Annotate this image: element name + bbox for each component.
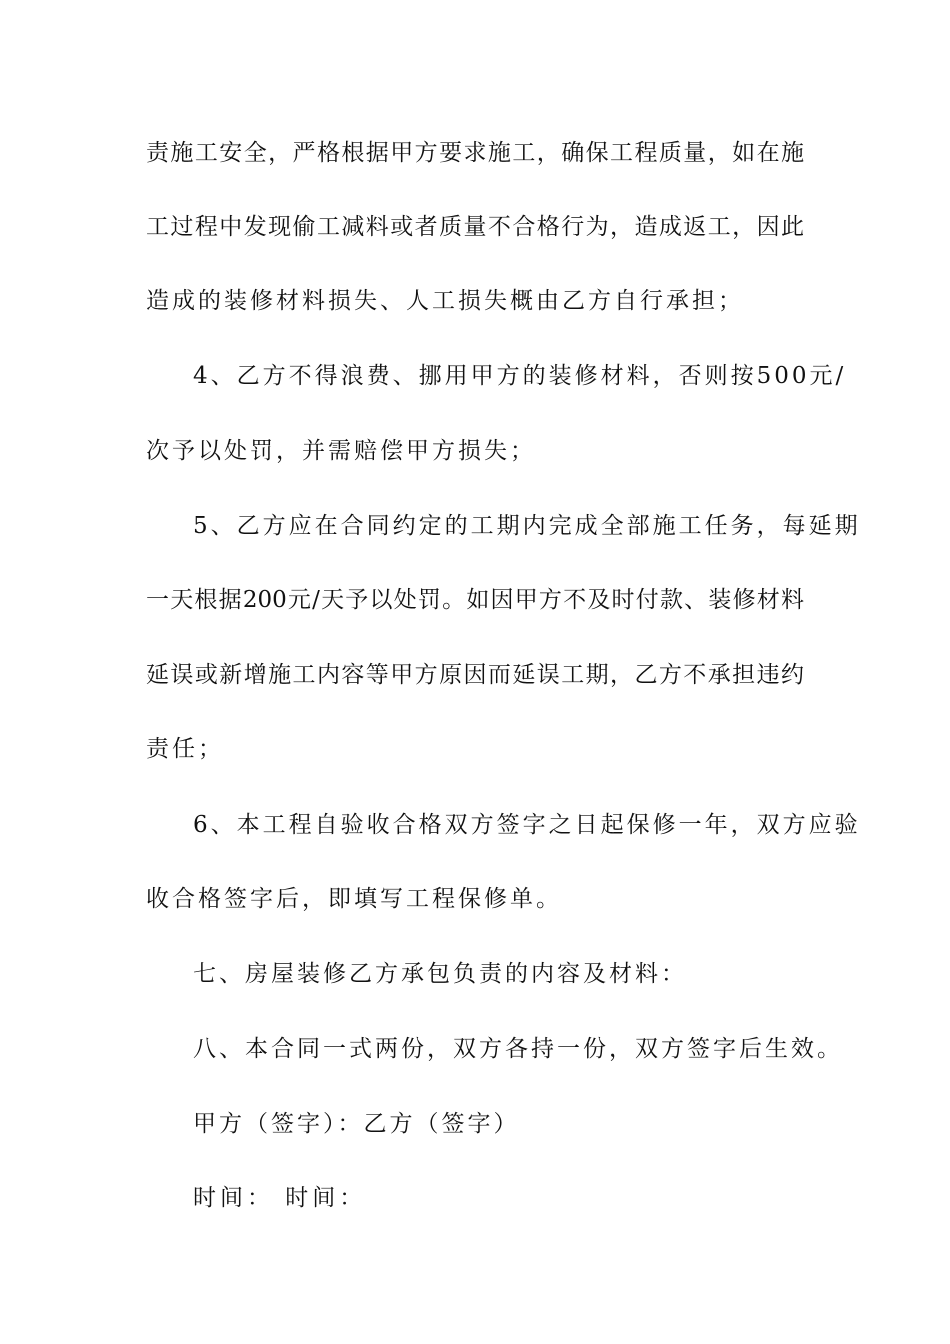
clause-5-line: 一天根据200元/天予以处罚。如因甲方不及时付款、装修材料 [146,587,804,613]
clause-5-line: 5、乙方应在合同约定的工期内完成全部施工任务，每延期 [193,513,861,539]
clause-5-line: 责任； [146,736,224,762]
clause-6-line: 6、本工程自验收合格双方签字之日起保修一年，双方应验 [193,812,861,838]
section-7-heading: 七、房屋装修乙方承包负责的内容及材料： [193,961,687,987]
paragraph-line: 造成的装修材料损失、人工损失概由乙方自行承担； [146,288,744,314]
clause-4-line: 4、乙方不得浪费、挪用甲方的装修材料，否则按500元/ [193,363,847,389]
clause-6-line: 收合格签字后，即填写工程保修单。 [146,886,562,912]
paragraph-line: 工过程中发现偷工减料或者质量不合格行为，造成返工，因此 [146,214,804,240]
paragraph-line: 责施工安全，严格根据甲方要求施工，确保工程质量，如在施 [146,140,804,166]
signature-line: 甲方（签字）：乙方（签字） [193,1111,520,1137]
section-8-text: 八、本合同一式两份，双方各持一份，双方签字后生效。 [193,1036,843,1062]
clause-5-line: 延误或新增施工内容等甲方原因而延误工期，乙方不承担违约 [146,662,804,688]
date-line: 时间： 时间： [193,1185,367,1211]
clause-4-line: 次予以处罚，并需赔偿甲方损失； [146,438,536,464]
